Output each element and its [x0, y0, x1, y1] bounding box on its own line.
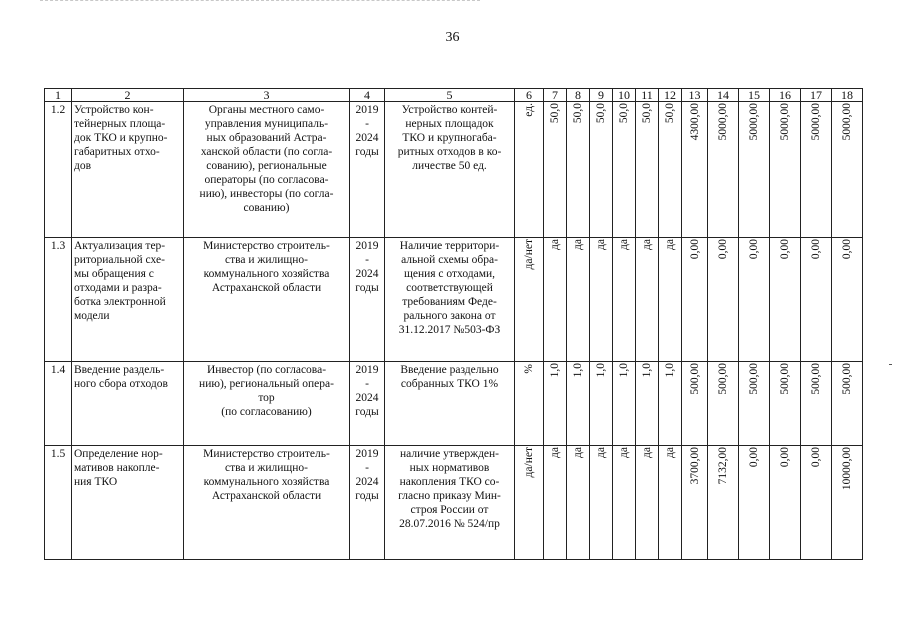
- unit-cell: [515, 446, 544, 560]
- value: 3700,00: [688, 447, 701, 485]
- scan-artifact-top: [40, 0, 480, 4]
- value: 0,00: [810, 447, 822, 468]
- value: 500,00: [841, 363, 853, 395]
- value-cell: [590, 102, 613, 238]
- value: 10000,00: [841, 447, 853, 491]
- value-cell: [567, 102, 590, 238]
- column-header: 12: [659, 89, 682, 102]
- value-cell: [590, 237, 613, 362]
- value: 1,0: [549, 363, 561, 378]
- value: да: [641, 238, 653, 250]
- period: 2019 - 2024 годы: [350, 102, 385, 238]
- executor: Инвестор (по согласова- нию), региональный опера- тор (по согласованию): [184, 362, 350, 446]
- value: 1,0: [572, 363, 584, 378]
- table-row: [45, 446, 863, 560]
- value: 1,0: [664, 363, 676, 378]
- column-header: 16: [770, 89, 801, 102]
- value-cell: [659, 237, 682, 362]
- value-cell: [801, 362, 832, 446]
- value-cell: [770, 102, 801, 238]
- value: да: [664, 238, 676, 250]
- column-header: 14: [708, 89, 739, 102]
- column-header: 2: [72, 89, 184, 102]
- value-cell: [636, 237, 659, 362]
- value-cell: [613, 102, 636, 238]
- row-number: 1.2: [45, 102, 72, 238]
- value: 500,00: [717, 363, 729, 395]
- value-cell: [770, 362, 801, 446]
- value: 0,00: [841, 238, 853, 259]
- indicator: Устройство контей- нерных площадок ТКО и крупногаба- ритных отходов в ко- личестве 50 ед.: [385, 102, 515, 238]
- value: 5000,00: [810, 103, 822, 141]
- column-header: 13: [682, 89, 708, 102]
- value: 500,00: [748, 363, 760, 395]
- value: 50,0: [595, 103, 607, 124]
- column-header: 9: [590, 89, 613, 102]
- value-cell: [739, 446, 770, 560]
- column-header: 17: [801, 89, 832, 102]
- column-header: 7: [544, 89, 567, 102]
- unit: ед.: [523, 103, 535, 117]
- value: да: [618, 447, 630, 459]
- value-cell: [567, 446, 590, 560]
- row-number: 1.4: [45, 362, 72, 446]
- value: 500,00: [810, 363, 822, 395]
- value-cell: [801, 237, 832, 362]
- value: 0,00: [779, 238, 791, 259]
- value-cell: [636, 102, 659, 238]
- value-cell: [659, 446, 682, 560]
- executor: Министерство строитель- ства и жилищно- коммунального хозяйства Астраханской области: [184, 237, 350, 362]
- executor: Органы местного само- управления муниципаль- ных образований Астра- ханской области (по согла- сованию), региональные операторы (по согласова- нию), инвесторы (по согла- сованию): [184, 102, 350, 238]
- value-cell: [708, 102, 739, 238]
- value: да: [549, 238, 561, 250]
- value-cell: [682, 237, 708, 362]
- unit-cell: [515, 362, 544, 446]
- value: 500,00: [779, 363, 791, 395]
- value: да: [618, 238, 630, 250]
- value: да: [595, 447, 607, 459]
- value-cell: [613, 446, 636, 560]
- unit: да/нет: [523, 447, 535, 478]
- value-cell: [636, 446, 659, 560]
- value: 5000,00: [779, 103, 791, 141]
- column-header: 3: [184, 89, 350, 102]
- value: да: [572, 238, 584, 250]
- measure-name: Определение нор- мативов накопле- ния ТКО: [72, 446, 184, 560]
- value-cell: [567, 362, 590, 446]
- value-cell: [682, 362, 708, 446]
- column-header: 15: [739, 89, 770, 102]
- value-cell: [770, 446, 801, 560]
- value: 5000,00: [717, 103, 729, 141]
- value: 0,00: [717, 238, 729, 259]
- column-header: 11: [636, 89, 659, 102]
- value-cell: [832, 237, 863, 362]
- value: 50,0: [572, 103, 584, 124]
- value-cell: [590, 362, 613, 446]
- value-cell: [636, 362, 659, 446]
- value: 50,0: [618, 103, 630, 124]
- value: да: [664, 447, 676, 459]
- value: да: [595, 238, 607, 250]
- value: 500,00: [688, 363, 701, 395]
- value-cell: [739, 102, 770, 238]
- column-header: 10: [613, 89, 636, 102]
- value: да: [572, 447, 584, 459]
- value-cell: [708, 446, 739, 560]
- indicator: Наличие территори- альной схемы обра- щения с отходами, соответствующей требованиям Феде- рального закона от 31.12.2017 №503-ФЗ: [385, 237, 515, 362]
- value-cell: [832, 446, 863, 560]
- value-cell: [739, 237, 770, 362]
- value: 50,0: [664, 103, 676, 124]
- indicator: наличие утвержден- ных нормативов накопления ТКО со- гласно приказу Мин- строя России от 28.07.2016 № 524/пр: [385, 446, 515, 560]
- scan-artifact-mark: [889, 364, 892, 365]
- value-cell: [770, 237, 801, 362]
- value-cell: [613, 237, 636, 362]
- value: 0,00: [810, 238, 822, 259]
- row-number: 1.5: [45, 446, 72, 560]
- value-cell: [567, 237, 590, 362]
- measures-table: [44, 88, 863, 560]
- value: 0,00: [779, 447, 791, 468]
- value: 7132,00: [717, 447, 729, 485]
- measure-name: Устройство кон- тейнерных площа- док ТКО и крупно- габаритных отхо- дов: [72, 102, 184, 238]
- unit-cell: [515, 102, 544, 238]
- value-cell: [659, 102, 682, 238]
- column-header: 1: [45, 89, 72, 102]
- executor: Министерство строитель- ства и жилищно- коммунального хозяйства Астраханской области: [184, 446, 350, 560]
- column-header: 4: [350, 89, 385, 102]
- table-row: [45, 362, 863, 446]
- value: 0,00: [748, 447, 760, 468]
- value-cell: [590, 446, 613, 560]
- value: 0,00: [748, 238, 760, 259]
- unit-cell: [515, 237, 544, 362]
- column-header: 6: [515, 89, 544, 102]
- value: 50,0: [549, 103, 561, 124]
- value-cell: [544, 362, 567, 446]
- unit: да/нет: [523, 238, 535, 270]
- measure-name: Введение раздель- ного сбора отходов: [72, 362, 184, 446]
- indicator: Введение раздельно собранных ТКО 1%: [385, 362, 515, 446]
- value-cell: [708, 237, 739, 362]
- value-cell: [801, 446, 832, 560]
- value: 1,0: [641, 363, 653, 378]
- row-number: 1.3: [45, 237, 72, 362]
- value-cell: [832, 102, 863, 238]
- value-cell: [544, 237, 567, 362]
- period: 2019 - 2024 годы: [350, 446, 385, 560]
- value-cell: [544, 446, 567, 560]
- unit: %: [523, 363, 535, 374]
- value-cell: [682, 446, 708, 560]
- value-cell: [801, 102, 832, 238]
- value: 1,0: [595, 363, 607, 378]
- value-cell: [682, 102, 708, 238]
- value: 50,0: [641, 103, 653, 124]
- measure-name: Актуализация тер- риториальной схе- мы обращения с отходами и разра- ботка электронной модели: [72, 237, 184, 362]
- period: 2019 - 2024 годы: [350, 237, 385, 362]
- value: да: [641, 447, 653, 459]
- column-header: 18: [832, 89, 863, 102]
- column-header: 8: [567, 89, 590, 102]
- value-cell: [544, 102, 567, 238]
- value: да: [549, 447, 561, 459]
- value: 4300,00: [688, 103, 701, 141]
- value-cell: [739, 362, 770, 446]
- period: 2019 - 2024 годы: [350, 362, 385, 446]
- header-row: [45, 89, 863, 102]
- column-header: 5: [385, 89, 515, 102]
- table-row: [45, 237, 863, 362]
- value-cell: [708, 362, 739, 446]
- value: 5000,00: [841, 103, 853, 141]
- value-cell: [832, 362, 863, 446]
- value: 5000,00: [748, 103, 760, 141]
- value: 0,00: [688, 238, 701, 259]
- value: 1,0: [618, 363, 630, 378]
- page-number: 36: [445, 30, 460, 45]
- table-row: [45, 102, 863, 238]
- value-cell: [613, 362, 636, 446]
- value-cell: [659, 362, 682, 446]
